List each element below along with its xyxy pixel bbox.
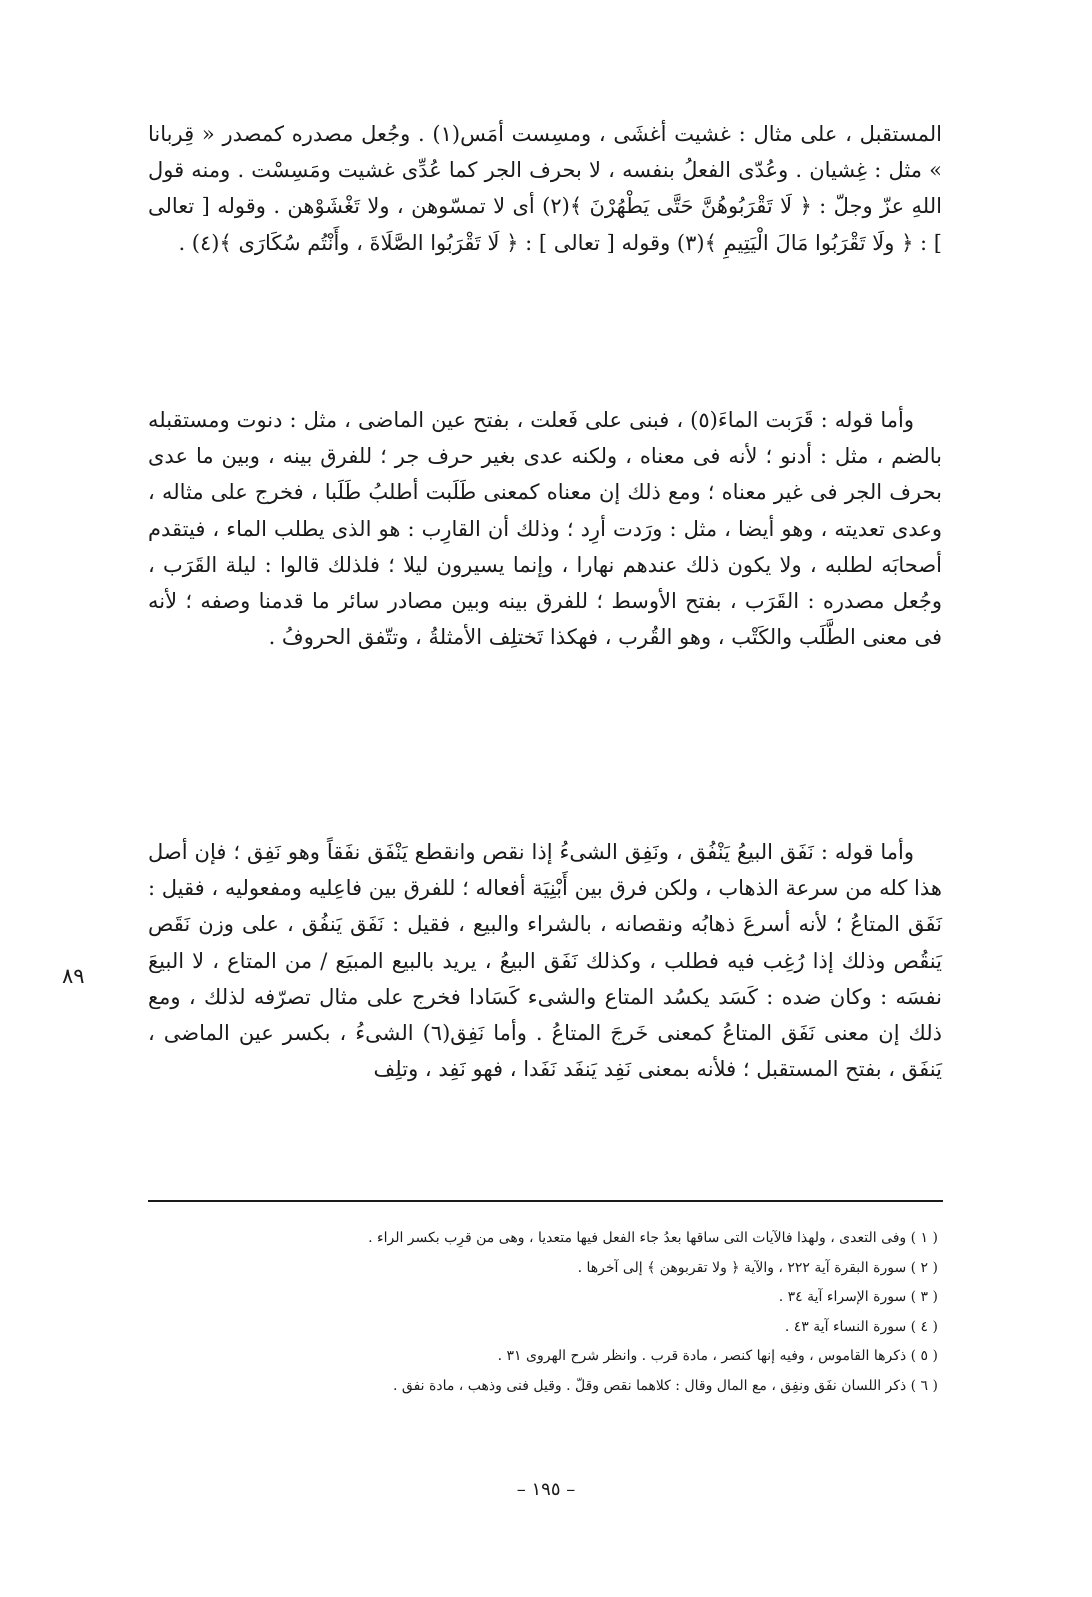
manuscript-folio-number: ٨٩ [62,964,85,988]
paragraph-text: وأما قوله : نَفَق البيعُ يَنْفُق ، ونَفِق الشىءُ إذا نقص وانقطع يَنْفَق نفَقاً وهو نَفِق ؛ فإن أصل هذا كله من سرعة الذهاب ، ولكن فرق بين أَبْنِيَة أفعاله ؛ للفرق بين فاعِليه ومفعوليه ، فقيل : نَفَق المتاعُ ؛ لأنه أسرعَ ذهابُه ونقصانه ، بالشراء والبيع ، فقيل : نَفَق يَنفُق ، على وزن نَقَص يَنقُص وذلك إذا رُغِب فيه فطلب ، وكذلك نَفَق البيعُ ، يريد بالبيع المبيَع / من المتاع ، لا البيعَ نفسَه : وكان ضده : كَسَد يكسُد المتاع والشىء كَسَادا فخرج على مثال تصرّفه لذلك ، ومع ذلك إن معنى نَفَق المتاعُ كمعنى خَرجَ المتاعُ . وأما نَفِق(٦) الشىءُ ، بكسر عين الماضى ، يَنفَق ، بفتح المستقبل ؛ فلأنه بمعنى نَفِد يَنفَد نَفَدا ، فهو نَفِد ، وتلِف [148,840,942,1082]
footnote: ( ٣ ) سورة الإسراء آية ٣٤ . [778,1289,938,1306]
footnote: ( ٥ ) ذكرها القاموس ، وفيه إنها كنصر ، مادة قرب . وانظر شرح الهروى ٣١ . [497,1348,938,1365]
footnote: ( ١ ) وفى التعدى ، ولهذا فالآيات التى ساقها بعدُ جاء الفعل فيها متعديا ، وهى من قرِب بكسر الراء . [368,1230,938,1246]
paragraph-text: وأما قوله : قَرَبت الماءَ(٥) ، فبنى على فَعلت ، بفتح عين الماضى ، مثل : دنوت ومستقبله بالضم ، مثل : أدنو ؛ لأنه فى معناه ، ولكنه عدى بغير حرف جر ؛ للفرق بينه ، وبين ما عدى بحرف الجر فى غير معناه ؛ ومع ذلك إن معناه كمعنى طَلَبت أطلبُ طَلَبا ، فخرج على مثاله ، وعدى تعديته ، وهو أيضا ، مثل : ورَدت أرِد ؛ وذلك أن القارِب : هو الذى يطلب الماء ، فيتقدم أصحابَه لطلبه ، ولا يكون ذلك عندهم نهارا ، وإنما يسيرون ليلا ؛ فلذلك قالوا : ليلة القَرَب ، وجُعل مصدره : القَرَب ، بفتح الأوسط ؛ للفرق بينه وبين مصادر سائر ما قدمنا وصفه ؛ لأنه فى معنى الطَّلَب والكَتْب ، وهو القُرب ، فهكذا تَختلِف الأمثلةُ ، وتتّفق الحروفُ . [148,408,942,650]
footnote: ( ٢ ) سورة البقرة آية ٢٢٢ ، والآية ﴿ ولا تقربوهن ﴾ إلى آخرها . [577,1259,938,1276]
footnote: ( ٤ ) سورة النساء آية ٤٣ . [784,1318,938,1335]
footnote: ( ٦ ) ذكر اللسان نفَق ونفِق ، مع المال وقال : كلاهما نقص وقلّ . وقيل فنى وذهب ، مادة نفق . [393,1377,938,1394]
body-paragraph [148,834,942,1087]
paragraph-text: المستقبل ، على مثال : غشيت أغشَى ، ومسِست أمَس(١) . وجُعل مصدره كمصدر « قِربانا » مثل : غِشيان . وعُدّى الفعلُ بنفسه ، لا بحرف الجر كما عُدِّى غشيت ومَسِسْت . ومنه قول اللهِ عزّ وجلّ : ﴿ لَا تَقْرَبُوهُنَّ حَتَّى يَطْهُرْنَ ﴾(٢) أى لا تمسّوهن ، ولا تَغْشَوْهن . وقوله [ تعالى ] : ﴿ ولَا تَقْرَبُوا مَالَ الْيَتِيمِ ﴾(٣) وقوله [ تعالى ] : ﴿ لَا تَقْرَبُوا الصَّلَاةَ ، وأَنْتُم سُكَارَى ﴾(٤) . [148,122,942,255]
page-number: – ١٩٥ – [516,1479,576,1500]
footnote-divider [148,1200,943,1202]
body-paragraph [148,116,942,261]
footnotes-section [148,1224,942,1402]
body-paragraph [148,402,942,655]
